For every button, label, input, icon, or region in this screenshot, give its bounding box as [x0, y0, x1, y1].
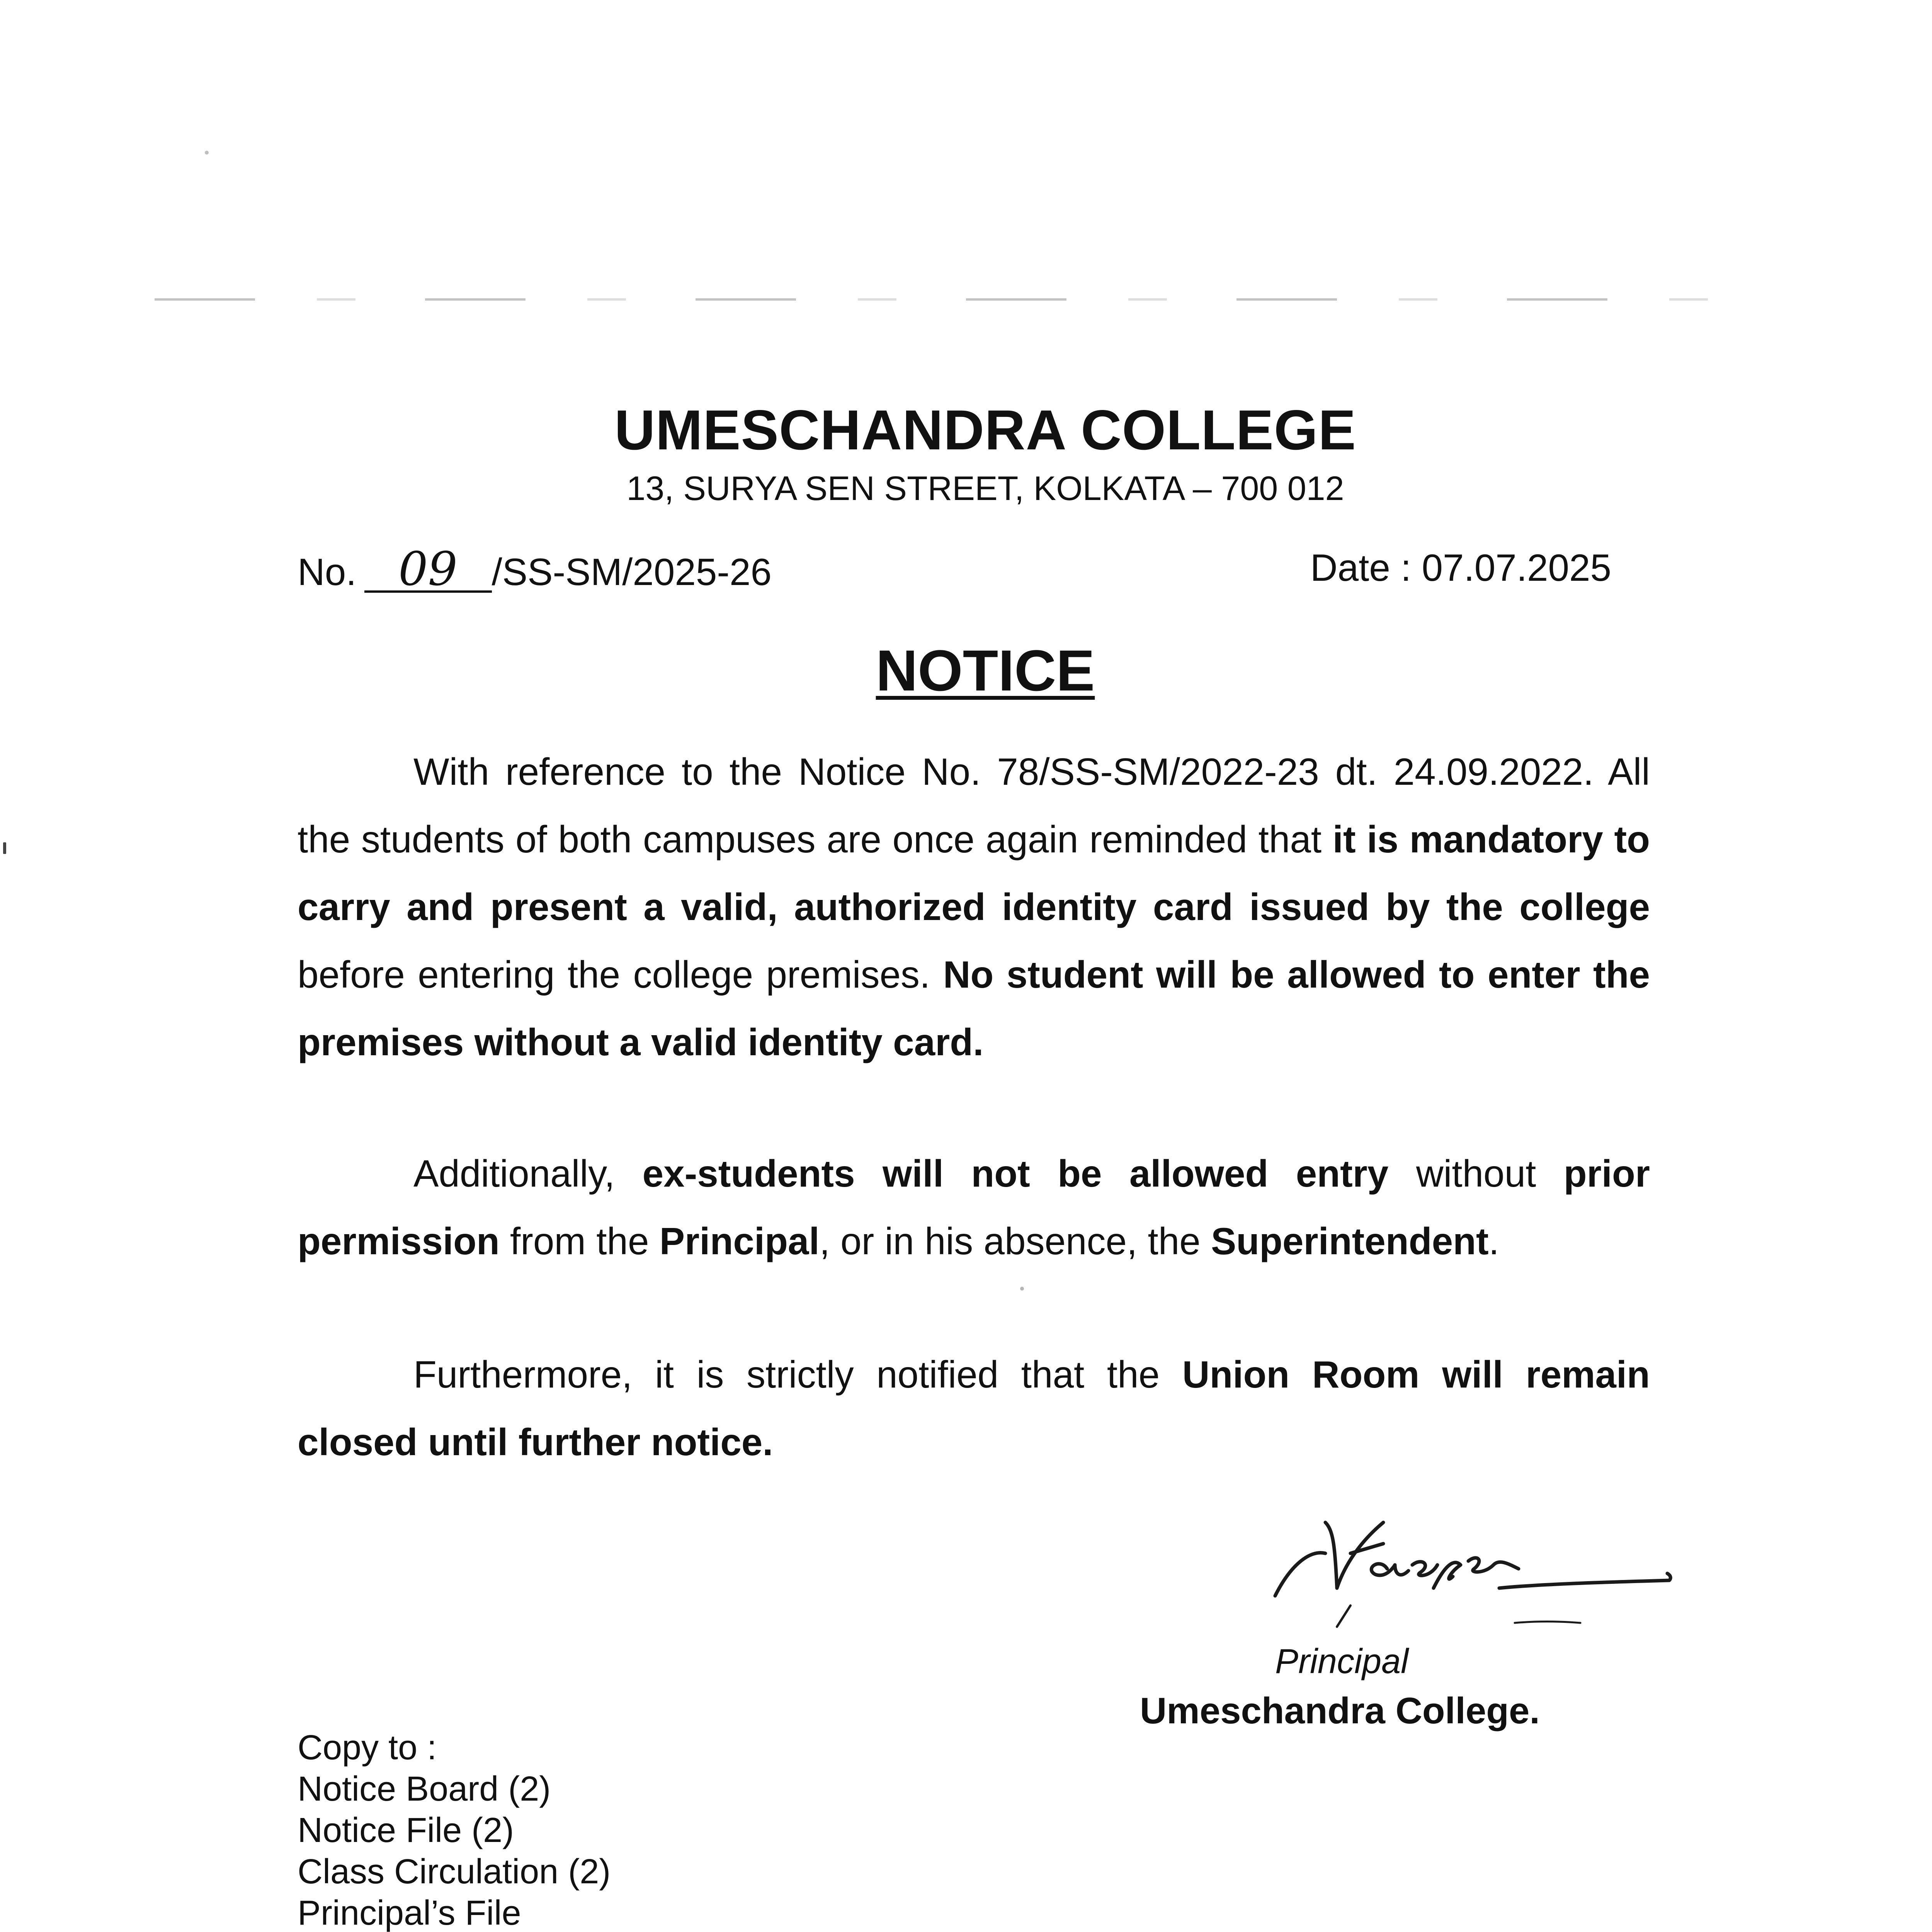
text-run: without [1388, 1152, 1564, 1195]
notice-title-text: NOTICE [876, 638, 1095, 703]
copy-to-item: Notice File (2) [298, 1811, 514, 1850]
paragraph-runs [298, 1353, 1650, 1463]
bold-text-run: Union Room will remain closed until further notice. [298, 1353, 1650, 1463]
text-run: before entering the college premises. [298, 953, 943, 996]
text-run: , or in his absence, the [819, 1220, 1211, 1262]
scan-artifact-line [155, 298, 1747, 301]
paragraph-runs [298, 750, 1650, 1063]
text-run: . [1488, 1220, 1499, 1262]
reference-row [298, 543, 1611, 596]
paragraph-runs [298, 1152, 1650, 1262]
bold-text-run: No student will be allowed to enter the premises without a valid identity card. [298, 953, 1650, 1063]
college-address: 13, SURYA SEN STREET, KOLKATA – 700 012 [626, 469, 1344, 507]
copy-to-list [298, 1727, 829, 1932]
handwritten-signature [1267, 1507, 1673, 1654]
scan-speck [205, 151, 209, 155]
copy-to-item: Class Circulation (2) [298, 1852, 611, 1891]
notice-title [0, 638, 1932, 703]
reference-suffix: /SS-SM/2025-26 [492, 551, 772, 593]
scan-speck [1020, 1287, 1024, 1291]
signatory-designation: Principal [1275, 1642, 1409, 1681]
bold-text-run: Principal [659, 1220, 820, 1262]
paragraph-ex-students [298, 1140, 1650, 1275]
bold-text-run: ex-students will not be allowed entry [642, 1152, 1389, 1195]
bold-text-run: prior permission [298, 1152, 1650, 1262]
text-run: from the [499, 1220, 660, 1262]
text-run: Furthermore, it is strictly notified that the [413, 1353, 1182, 1396]
scan-speck [3, 842, 6, 854]
paragraph-union-room [298, 1341, 1650, 1476]
reference-prefix: No. [298, 551, 357, 593]
reference-number: 09 [364, 549, 492, 593]
college-name: UMESCHANDRA COLLEGE [614, 398, 1356, 461]
paragraph-id-card [298, 738, 1650, 1076]
notice-date: Date : 07.07.2025 [1310, 546, 1611, 589]
bold-text-run: Superintendent [1211, 1220, 1489, 1262]
bold-text-run: it is mandatory to carry and present a valid, authorized identity card issued by the college [298, 818, 1650, 928]
text-run: Additionally, [413, 1152, 643, 1195]
copy-to-heading: Copy to : [298, 1728, 437, 1767]
copy-to-item: Notice Board (2) [298, 1770, 551, 1808]
copy-to-item: Principal’s File [298, 1894, 521, 1932]
signatory-college: Umeschandra College. [1140, 1690, 1540, 1731]
text-run: With reference to the Notice No. 78/SS-SM/2022-23 dt. 24.09.2022. All the students of both campuses are once again reminded that [298, 750, 1650, 861]
